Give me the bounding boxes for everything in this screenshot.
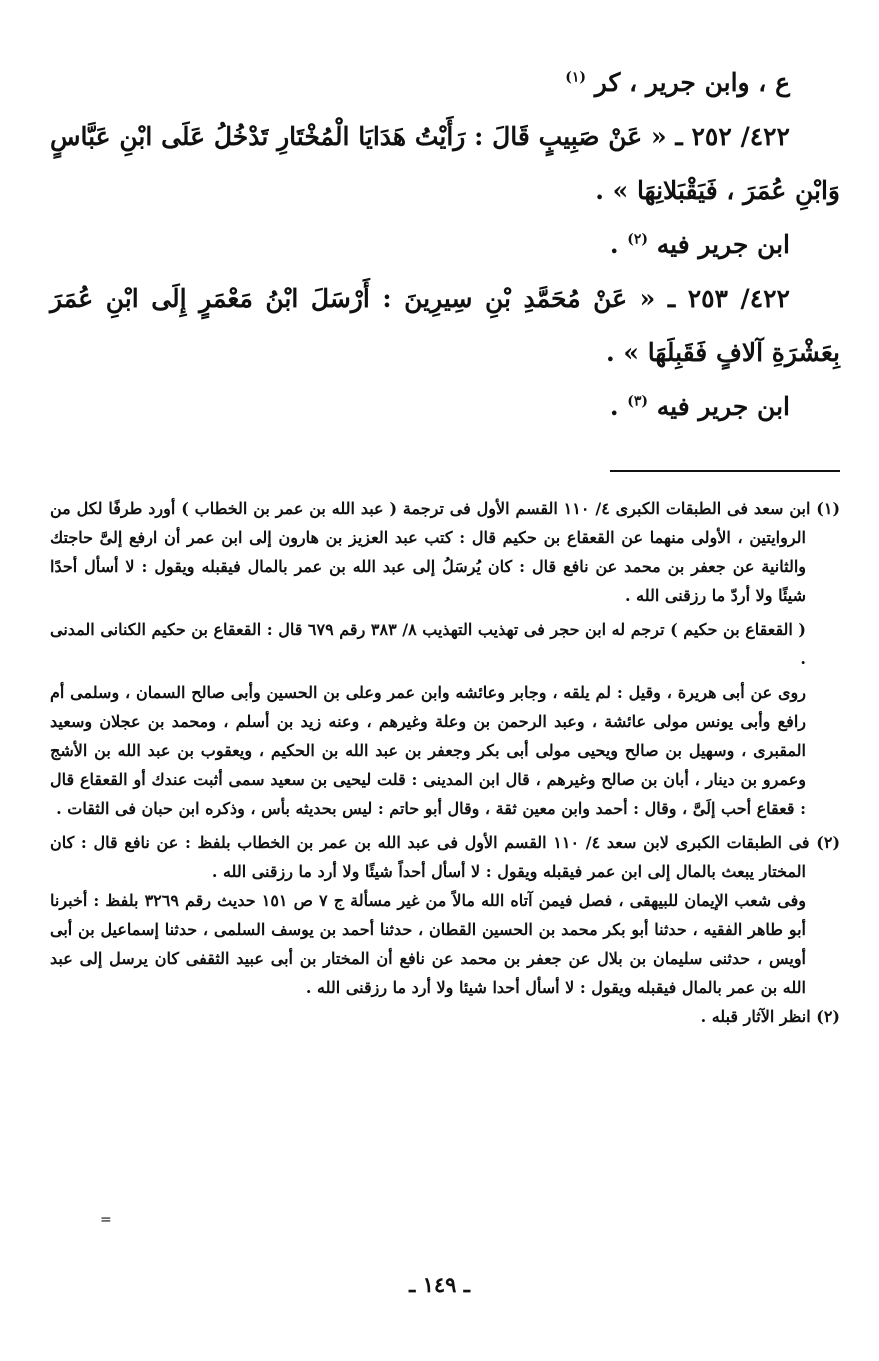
source-line-253 — [50, 380, 840, 434]
footnote-separator — [610, 470, 840, 472]
period: . — [609, 230, 619, 259]
hadith-text: « عَنْ مُحَمَّدِ بْنِ سِيرِينَ : أَرْسَلَ ابْنُ مَعْمَرٍ إِلَى ابْنِ عُمَرَ بِعَشْرَةِ آلافٍ فَقَبِلَهَا » . — [50, 284, 840, 367]
page-number: ـ ١٤٩ ـ — [409, 1272, 470, 1297]
footnote-3: (٢) انظر الآثار قبله . — [700, 1007, 840, 1026]
period: . — [609, 392, 619, 421]
footnote-1-paragraph: روى عن أبى هريرة ، وقيل : لم يلقه ، وجابر وعائشه وابن عمر وعلى بن الحسين وأبى صالح السمان ، وسلمى أم رافع وأبى يونس مولى عائشة ، وعبد الرحمن بن وعلة وغيرهم ، وعنه زيد بن أسلم ، ومحمد بن عجلان وسعيد المقبرى ، وسهيل بن صالح ويحيى مولى أبى بكر وجعفر بن عبد الله بن الحكيم ، ويعقوب بن عبد الله بن الأشج وعمرو بن دينار ، أبان بن صالح وغيرهم ، قال ابن المدينى : قلت ليحيى بن سعيد سمى أثبت عندك أو القعقاع قال : قعقاع أحب إلَىَّ ، وقال : أحمد وابن معين ثقة ، وقال أبو حاتم : ليس بحديثه بأس ، وذكره ابن حبان فى الثقات . — [50, 683, 807, 818]
source-text: ابن جرير فيه — [656, 392, 790, 421]
hadith-number: ٤٢٢/ ٢٥٢ ـ — [675, 122, 790, 151]
footnote-2-paragraph: وفى شعب الإيمان للبيهقى ، فصل فيمن آتاه الله مالاً من غير مسألة ج ٧ ص ١٥١ حديث رقم ٣٢٦٩ بلفظ : أخبرنا أبو طاهر الفقيه ، حدثنا أبو بكر محمد بن الحسين القطان ، حدثنا أحمد بن يوسف السلمى ، حدثنا إسماعيل بن أبى أويس ، حدثنى سليمان بن بلال عن جعفر بن محمد عن نافع أن المختار بن أبى عبيد الثقفى كان يرسل إلى عبد الله بن عمر بالمال فيقبله ويقول : لا أسأل أحدا شيئا ولا أرد ما رزقنى الله . — [50, 891, 807, 997]
main-text — [50, 56, 840, 434]
footnote-1-paragraph: ( القعقاع بن حكيم ) ترجم له ابن حجر فى تهذيب التهذيب ٨/ ٣٨٣ رقم ٦٧٩ قال : القعقاع بن حكيم الكنانى المدنى . — [49, 620, 806, 668]
hadith-number: ٤٢٢/ ٢٥٣ ـ — [667, 284, 790, 313]
continuation-mark: = — [100, 1212, 112, 1228]
footnote-1: (١) ابن سعد فى الطبقات الكبرى ٤/ ١١٠ القسم الأول فى ترجمة ( عبد الله بن عمر بن الخطاب ) أورد طرفًا لكل من الروايتين ، الأولى منهما عن القعقاع بن حكيم قال : كتب عبد العزيز بن هارون إلى ابن عمر أن ارفع إلىَّ حاجتك والثانية عن جعفر بن محمد عن نافع قال : كان يُرسَلُ إلى عبد الله بن عمر بالمال فيقبله ويقول : لا أسأل أحدًا شيئًا ولا أردّ ما رزقنى الله . — [50, 499, 841, 605]
footnote-ref-3[interactable]: (٣) — [627, 393, 649, 410]
footnote-2: (٢) فى الطبقات الكبرى لابن سعد ٤/ ١١٠ القسم الأول فى عبد الله بن عمر بن الخطاب بلفظ : عن نافع قال : كان المختار يبعث بالمال إلى ابن عمر فيقبله ويقول : لا أسأل أحداً شيئًا ولا أرد ما رزقنى الله . — [50, 833, 841, 881]
hadith-252 — [50, 110, 840, 218]
source-text: ابن جرير فيه — [656, 230, 790, 259]
source-line-1 — [50, 56, 840, 110]
footnote-ref-1[interactable]: (١) — [565, 69, 586, 86]
hadith-text: « عَنْ صَبِيبٍ قَالَ : رَأَيْتُ هَدَايَا الْمُخْتَارِ تَدْخُلُ عَلَى ابْنِ عَبَّاسٍ وَابْنِ عُمَرَ ، فَيَقْبَلانِهَا » . — [50, 122, 840, 205]
hadith-253 — [50, 272, 840, 380]
source-line-252 — [50, 218, 840, 272]
footnotes — [50, 494, 840, 1031]
page-body — [50, 56, 840, 1031]
source-text: ع ، وابن جرير ، كر — [594, 68, 790, 97]
footnote-ref-2[interactable]: (٢) — [627, 231, 649, 248]
